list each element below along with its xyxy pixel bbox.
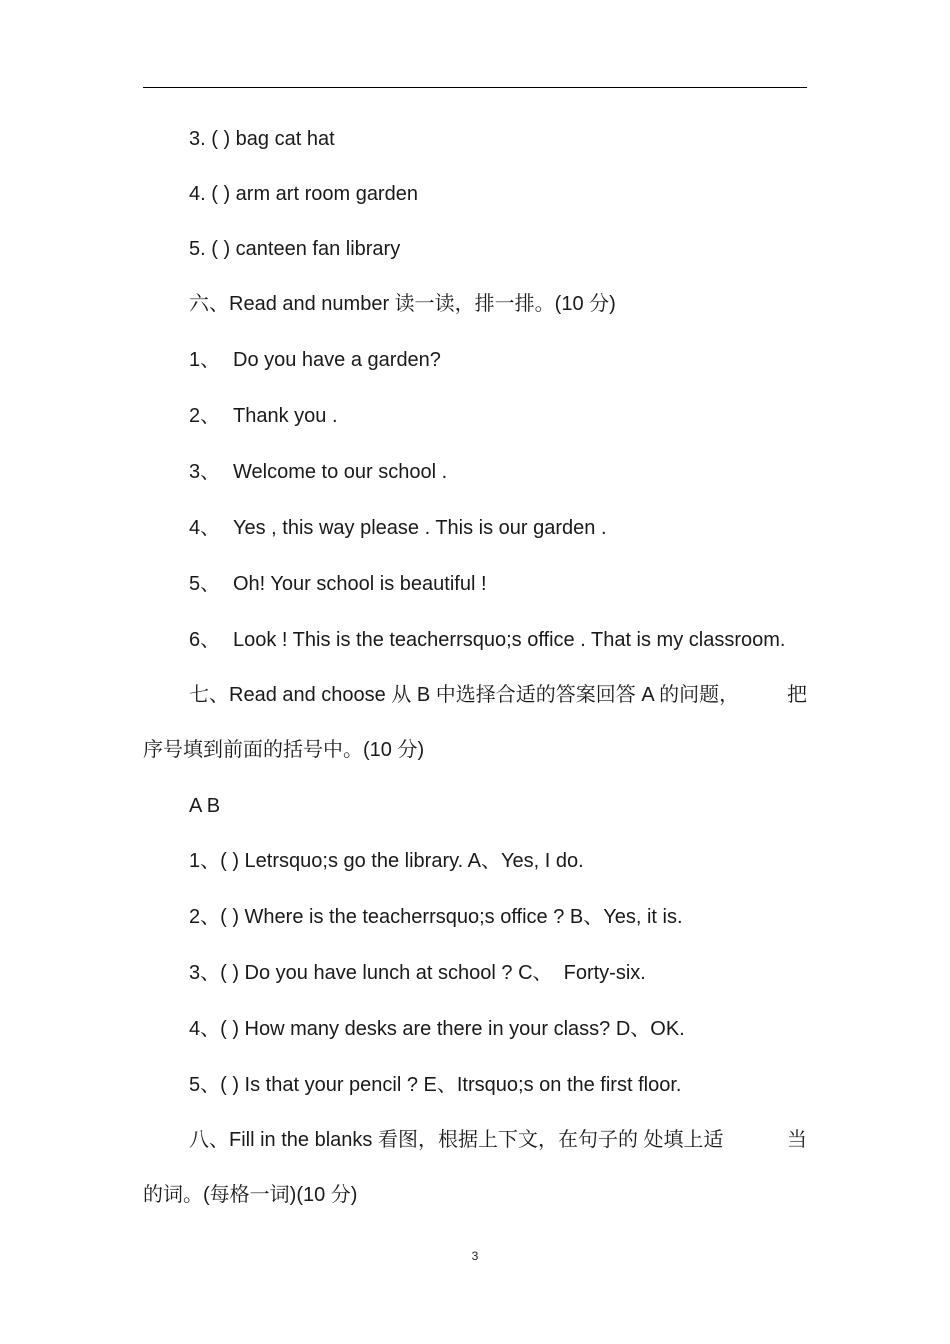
item-text: Welcome to our school .	[233, 461, 448, 483]
section7-item-5: 5、( ) Is that your pencil ? E、Itrsquo;s on the first floor.	[189, 1074, 682, 1096]
section7-columns: A B	[189, 795, 221, 817]
section7-item-3: 3、( ) Do you have lunch at school ? C、 Forty-six.	[189, 962, 646, 984]
section5-item-5: 5. ( ) canteen fan library	[189, 238, 401, 260]
section5-item-4: 4. ( ) arm art room garden	[189, 183, 418, 205]
item-number: 4、	[189, 517, 221, 539]
item-number: 1、	[189, 349, 221, 371]
item-text: Look ! This is the teacherrsquo;s office . That is my classroom.	[233, 629, 786, 651]
item-text: Yes , this way please . This is our garden .	[233, 517, 607, 539]
section7-heading-end: 把	[787, 684, 807, 706]
section6-item	[189, 515, 607, 541]
section6-item	[189, 403, 338, 429]
item-text: Do you have a garden?	[233, 349, 441, 371]
section7-heading-line1	[189, 682, 807, 708]
item-number: 2、	[189, 405, 221, 427]
section6-item	[189, 347, 441, 373]
item-number: 3、	[189, 461, 221, 483]
item-number: 6、	[189, 629, 221, 651]
section6-item	[189, 571, 487, 597]
item-number: 5、	[189, 573, 221, 595]
section6-heading: 六、Read and number 读一读，排一排。(10 分)	[189, 293, 616, 315]
item-text: Oh! Your school is beautiful !	[233, 573, 487, 595]
section8-heading-line1	[189, 1127, 807, 1153]
section7-item-1: 1、( ) Letrsquo;s go the library. A、Yes, I do.	[189, 850, 584, 872]
section8-heading-end: 当	[787, 1129, 807, 1151]
section8-heading-text: 八、Fill in the blanks 看图，根据上下文，在句子的 处填上适	[189, 1129, 724, 1151]
section8-heading-line2: 的词。(每格一词)(10 分)	[143, 1184, 358, 1206]
section6-item	[189, 627, 785, 653]
section6-item	[189, 459, 447, 485]
section7-item-2: 2、( ) Where is the teacherrsquo;s office ? B、Yes, it is.	[189, 906, 683, 928]
header-rule	[143, 87, 807, 88]
item-text: Thank you .	[233, 405, 338, 427]
page-number: 3	[471, 1249, 479, 1263]
section7-heading-line2: 序号填到前面的括号中。(10 分)	[143, 739, 425, 761]
section7-item-4: 4、( ) How many desks are there in your class? D、OK.	[189, 1018, 685, 1040]
section5-item-3: 3. ( ) bag cat hat	[189, 128, 335, 150]
section7-heading-text: 七、Read and choose 从 B 中选择合适的答案回答 A 的问题，	[189, 684, 740, 706]
